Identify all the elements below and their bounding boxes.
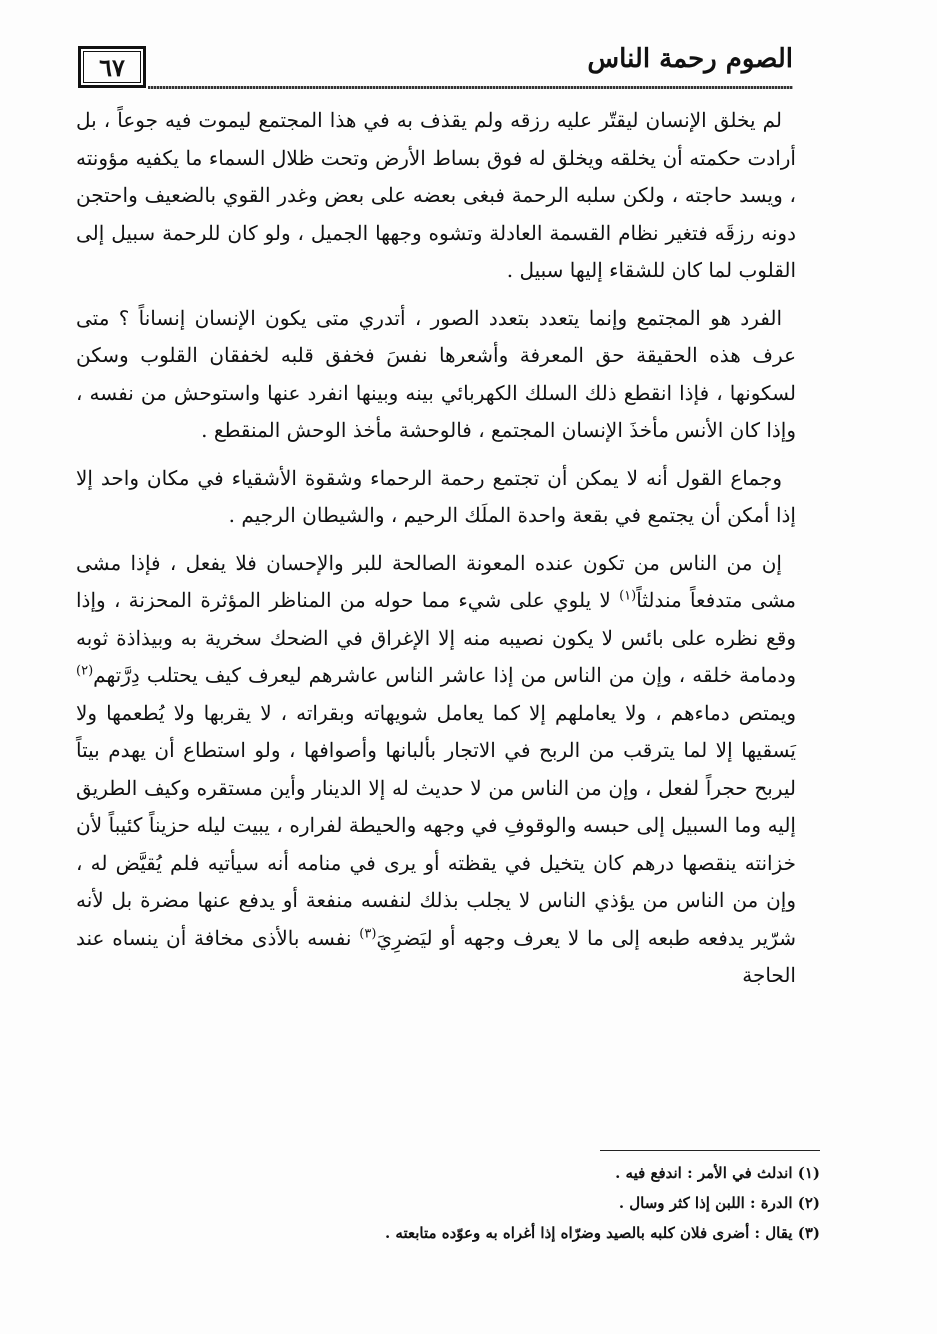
paragraph-4-part-2: لا يلوي على شيء مما حوله من المناظر المؤثرة المحزنة ، وإذا وقع نظره على بائس لا يكون نصيبه منه إلا الإغراق في الضحك سخرية به وبيذاذة ثوبه ودمامة خلقه ، وإن من الناس من إذا عاشر الناس عاشرهم ليعرف كيف يحتلب دِرَّتهم (76, 588, 796, 687)
page-number: ٦٧ (78, 46, 146, 88)
footnote-ref-1: (١) (619, 588, 637, 604)
footnote-rule (600, 1150, 820, 1151)
paragraph-2: الفرد هو المجتمع وإنما يتعدد بتعدد الصور ، أتدري متى يكون الإنسان إنساناً ؟ متى عرف هذه الحقيقة حق المعرفة وأشعرها نفسَ فخفق قلبه لخفقان القلوب وسكن لسكونها ، فإذا انقطع ذلك السلك الكهربائي بينه وبينها انفرد عنها واستوحش من نفسه ، وإذا كان الأنس مأخذَ الإنسان المجتمع ، فالوحشة مأخذ الوحش المنقطع . (76, 305, 797, 442)
body-text (76, 102, 796, 1005)
footnote-2: (٢) الدرة : اللبن إذا كثر وسال . (618, 1194, 820, 1212)
running-title: الصوم رحمة الناس (587, 44, 793, 74)
paragraph-3: وجماع القول أنه لا يمكن أن تجتمع رحمة الرحماء وشقوة الأشقياء في مكان واحد إلا إذا أمكن أن يجتمع في بقعة واحدة الملَك الرحيم ، والشيطان الرجيم . (76, 465, 796, 527)
footnote-1: (١) اندلث في الأمر : اندفع فيه . (615, 1164, 820, 1182)
footnote-ref-2: (٢) (76, 663, 94, 679)
footnote-3: (٣) يقال : أضرى فلان كلبه بالصيد وضرّاه إذا أغراه به وعوّده متابعته . (384, 1224, 820, 1242)
footnotes (76, 1158, 820, 1248)
header-rule (148, 86, 793, 89)
paragraph-4-part-4: نفسه بالأذى مخافة أن ينساه عند الحاجة (76, 925, 796, 987)
footnote-ref-3: (٣) (359, 925, 377, 941)
paragraph-4-part-1: إن من الناس من تكون عنده المعونة الصالحة للبر والإحسان فلا يفعل ، فإذا مشى مشى متدفعاً مندلثاً (76, 550, 796, 612)
paragraph-4 (76, 545, 796, 995)
paragraph-4-part-3: ويمتص دماءهم ، ولا يعاملهم إلا كما يعامل شويهاته وبقراته ، لا يقربها ولا يُطعمها ولا يَسقيها إلا لما يترقب من الربح في الاتجار بألبانها وأصوافها ، ولو استطاع أن يهدم بيتاً ليربح حجراً لفعل ، وإن من الناس من لا حديث له إلا الدينار وأين مستقره وكيف الطريق إليه وما السبيل إلى حبسه والوقوفِ في وجهه والحيطة لفراره ، يبيت ليله حزيناً كئيباً لأن خزانته ينقصها درهم كان يتخيل في يقظته أو يرى في منامه أنه سيأتيه فلم يُقيَّض له ، وإن من الناس من يؤذي الناس لا يجلب بذلك لنفسه منفعة أو يدفع عنها مضرة بل لأنه شرّير يدفعه طبعه إلى ما لا يعرف وجهه أو ليَضرِيَ (76, 700, 796, 950)
page-header (78, 40, 793, 90)
paragraph-1: لم يخلق الإنسان ليقتّر عليه رزقه ولم يقذف به في هذا المجتمع ليموت فيه جوعاً ، بل أرادت حكمته أن يخلقه ويخلق له فوق بساط الأرض وتحت ظلال السماء ما يكفيه مؤونته ، ويسد حاجته ، ولكن سلبه الرحمة فبغى بعضه على بعض وغدر القوي بالضعيف واحتجن دونه رزقَه فتغير نظام القسمة العادلة وتشوه وجهها الجميل ، ولو كان للرحمة سبيل إلى القلوب لما كان للشقاء إليها سبيل . (76, 108, 796, 282)
